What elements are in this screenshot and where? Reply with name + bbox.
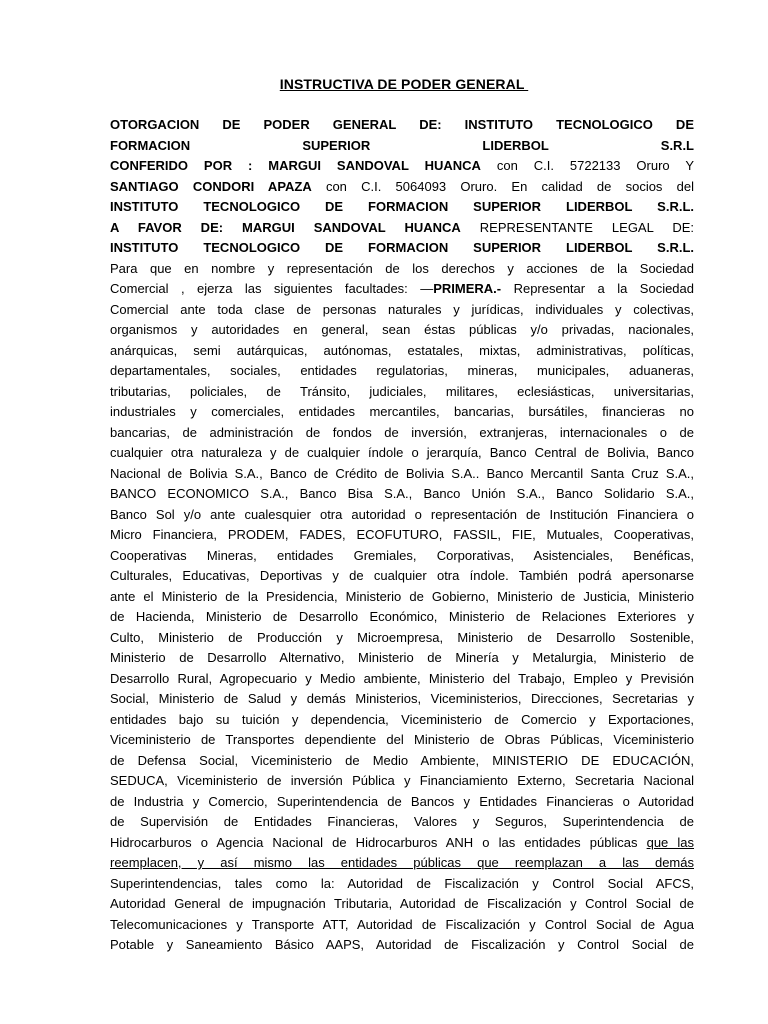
text-line (110, 505, 694, 526)
text-run: INSTITUTO TECNOLOGICO DE FORMACION SUPERIOR LIDERBOL S.R.L. (110, 240, 694, 255)
document-body (110, 115, 694, 956)
text-run: reemplacen, y así mismo las entidades públicas que reemplazan a las demás (110, 855, 694, 870)
text-run: FORMACION SUPERIOR LIDERBOL S.R.L (110, 137, 694, 153)
text-line (110, 874, 694, 895)
text-run: A FAVOR DE: MARGUI SANDOVAL HUANCA (110, 219, 461, 235)
text-line (110, 218, 694, 239)
text-line (110, 525, 694, 546)
text-line (110, 689, 694, 710)
text-run: organismos y autoridades en general, sean éstas públicas y/o privadas, nacionales, (110, 322, 694, 337)
text-run: Comercial , ejerza las siguientes facultades: — (110, 281, 434, 296)
text-line (110, 751, 694, 772)
text-run: Micro Financiera, PRODEM, FADES, ECOFUTURO, FASSIL, FIE, Mutuales, Cooperativas, (110, 527, 694, 542)
text-run: REPRESENTANTE LEGAL DE: (460, 219, 694, 235)
text-line (110, 115, 694, 136)
text-line (110, 402, 694, 423)
text-line (110, 853, 694, 874)
text-line (110, 464, 694, 485)
text-line (110, 730, 694, 751)
text-run: Autoridad General de impugnación Tributaria, Autoridad de Fiscalización y Control Social de (110, 896, 694, 911)
text-line (110, 443, 694, 464)
text-line (110, 566, 694, 587)
text-run: de Industria y Comercio, Superintendencia de Bancos y Entidades Financieras o Autoridad (110, 793, 694, 809)
text-run: SANTIAGO CONDORI APAZA (110, 178, 312, 194)
text-run: de Supervisión de Entidades Financieras, Valores y Seguros, Superintendencia de (110, 814, 694, 829)
text-run: OTORGACION DE PODER GENERAL DE: INSTITUTO TECNOLOGICO DE (110, 117, 694, 132)
text-line (110, 792, 694, 813)
text-line (110, 300, 694, 321)
text-line (110, 915, 694, 936)
text-line (110, 546, 694, 567)
text-run: industriales y comerciales, entidades mercantiles, bancarias, bursátiles, financieras no (110, 404, 694, 419)
text-run: Potable y Saneamiento Básico AAPS, Autoridad de Fiscalización y Control Social de (110, 937, 694, 952)
text-run: Culturales, Educativas, Deportivas y de cualquier otra índole. También podrá apersonarse (110, 568, 694, 583)
text-line (110, 279, 694, 300)
text-run: Representar a la Sociedad (501, 281, 694, 296)
text-run: Nacional de Bolivia S.A., Banco de Crédito de Bolivia S.A.. Banco Mercantil Santa Cruz S.A., (110, 465, 694, 481)
text-run: Culto, Ministerio de Producción y Microempresa, Ministerio de Desarrollo Sostenible, (110, 629, 694, 645)
text-line (110, 177, 694, 198)
text-run: anárquicas, semi autárquicas, autónomas, estatales, mixtas, administrativas, políticas, (110, 342, 694, 358)
text-run: entidades bajo su tuición y dependencia, Viceministerio de Comercio y Exportaciones, (110, 711, 694, 727)
text-line (110, 382, 694, 403)
text-line (110, 894, 694, 915)
text-run: BANCO ECONOMICO S.A., Banco Bisa S.A., Banco Unión S.A., Banco Solidario S.A., (110, 486, 694, 501)
text-run: departamentales, sociales, entidades regulatorias, mineras, municipales, aduaneras, (110, 363, 694, 378)
text-run: Banco Sol y/o ante cualesquier otra autoridad o representación de Institución Financiera o (110, 506, 694, 522)
text-line (110, 812, 694, 833)
text-line (110, 648, 694, 669)
text-line (110, 628, 694, 649)
text-run: de Hacienda, Ministerio de Desarrollo Económico, Ministerio de Relaciones Exteriores y (110, 609, 694, 624)
text-run: con C.I. 5722133 Oruro Y (480, 158, 694, 173)
text-line (110, 156, 694, 177)
document-title: INSTRUCTIVA DE PODER GENERAL (279, 76, 529, 92)
text-line (110, 197, 694, 218)
text-run: con C.I. 5064093 Oruro. En calidad de socios del (311, 178, 694, 194)
text-line (110, 341, 694, 362)
text-run: tributarias, policiales, de Tránsito, judiciales, militares, eclesiásticas, universitarias, (110, 383, 694, 399)
text-line (110, 935, 694, 956)
text-run: Superintendencias, tales como la: Autoridad de Fiscalización y Control Social AFCS, (110, 875, 694, 891)
text-line (110, 259, 694, 280)
text-line (110, 320, 694, 341)
text-line (110, 136, 694, 157)
text-run: Hidrocarburos o Agencia Nacional de Hidrocarburos ANH o las entidades públicas (110, 834, 647, 850)
text-line (110, 238, 694, 259)
text-run: Viceministerio de Transportes dependiente del Ministerio de Obras Públicas, Viceministerio (110, 732, 694, 747)
text-line (110, 361, 694, 382)
text-run: Telecomunicaciones y Transporte ATT, Autoridad de Fiscalización y Control Social de Agua (110, 916, 694, 932)
text-line (110, 607, 694, 628)
text-run: Ministerio de Desarrollo Alternativo, Ministerio de Minería y Metalurgia, Ministerio de (110, 650, 694, 665)
text-line (110, 484, 694, 505)
text-run: ante el Ministerio de la Presidencia, Ministerio de Gobierno, Ministerio de Justicia, Ministerio (110, 588, 694, 604)
text-run: SEDUCA, Viceministerio de inversión Pública y Financiamiento Externo, Secretaria Nacional (110, 773, 694, 788)
text-run: Cooperativas Mineras, entidades Gremiales, Corporativas, Asistenciales, Benéficas, (110, 547, 694, 563)
text-line (110, 771, 694, 792)
text-run: Comercial ante toda clase de personas naturales y jurídicas, individuales y colectivas, (110, 301, 694, 317)
text-line (110, 669, 694, 690)
text-line (110, 833, 694, 854)
text-run: Para que en nombre y representación de los derechos y acciones de la Sociedad (110, 260, 694, 276)
text-line (110, 423, 694, 444)
text-line (110, 710, 694, 731)
text-run: de Defensa Social, Viceministerio de Medio Ambiente, MINISTERIO DE EDUCACIÓN, (110, 752, 694, 768)
text-run: que las (646, 834, 695, 850)
text-run: INSTITUTO TECNOLOGICO DE FORMACION SUPERIOR LIDERBOL S.R.L. (110, 199, 694, 214)
text-line (110, 587, 694, 608)
text-run: bancarias, de administración de fondos de inversión, extranjeras, internacionales o de (110, 424, 694, 440)
text-run: PRIMERA.- (433, 281, 502, 296)
text-run: Desarrollo Rural, Agropecuario y Medio ambiente, Ministerio del Trabajo, Empleo y Previsión (110, 670, 694, 686)
text-run: CONFERIDO POR : MARGUI SANDOVAL HUANCA (110, 158, 481, 173)
text-run: Social, Ministerio de Salud y demás Ministerios, Viceministerios, Direcciones, Secretarias y (110, 691, 694, 706)
text-run: cualquier otra naturaleza y de cualquier índole o jerarquía, Banco Central de Bolivia, Banco (110, 445, 694, 460)
